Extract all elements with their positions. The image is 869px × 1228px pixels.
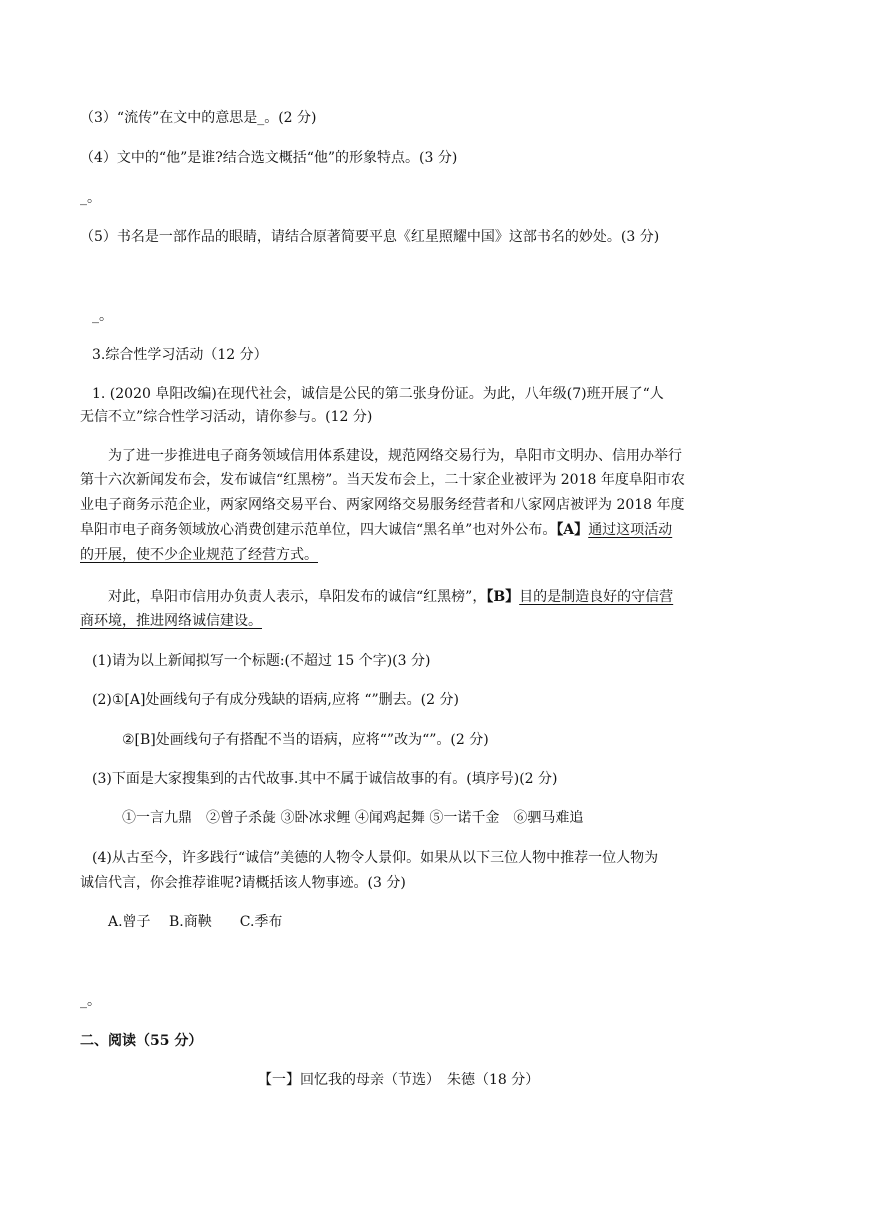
question-2-5-answer: _。: [92, 308, 113, 324]
question-3-intro-line-1: 1. (2020 阜阳改编)在现代社会，诚信是公民的第二张身份证。为此，八年级(7)班开展了“人: [92, 386, 664, 402]
news-paragraph-1-line-5: [80, 545, 318, 565]
question-2-5: （5）书名是一部作品的眼睛，请结合原著简要平息《红星照耀中国》这部书名的妙处。(3 分): [80, 229, 660, 245]
news-paragraph-2-line-1-text: 对此，阜阳市信用办负责人表示，阜阳发布的诚信“红黑榜”，: [108, 589, 487, 605]
underlined-sentence-a-start: 通过这项活动: [588, 522, 673, 538]
news-paragraph-1-line-2: 第十六次新闻发布会，发布诚信“红黑榜”。当天发布会上，二十家企业被评为 2018 年度阜阳市农: [80, 472, 685, 488]
sub-question-2a: (2)①[A]处画线句子有成分残缺的语病,应将 “”删去。(2 分): [92, 692, 459, 708]
news-paragraph-2-line-1: [108, 587, 673, 607]
sub-question-4-options: A.曾子 B.商鞅 C.季布: [108, 914, 283, 930]
question-3-intro-line-2: 无信不立”综合性学习活动，请你参与。(12 分): [80, 409, 373, 425]
question-3-heading: 3.综合性学习活动（12 分）: [92, 347, 268, 363]
reading-1-title: 【一】回忆我的母亲（节选） 朱德（18 分）: [258, 1072, 540, 1088]
news-paragraph-1-line-3: 业电子商务示范企业，两家网络交易平台、两家网络交易服务经营者和八家网店被评为 2018 年度: [80, 497, 685, 513]
question-2-3: （3）“流传”在文中的意思是_。(2 分): [80, 110, 317, 126]
sub-question-3: (3)下面是大家搜集到的古代故事.其中不属于诚信故事的有。(填序号)(2 分): [92, 771, 558, 787]
news-paragraph-1-line-4: [80, 520, 672, 540]
question-2-4-answer: _。: [80, 190, 101, 206]
sub-question-3-options: ①一言九鼎 ②曾子杀彘 ③卧冰求鲤 ④闻鸡起舞 ⑤一诺千金 ⑥驷马难追: [122, 810, 584, 826]
sub-question-2b: ②[B]处画线句子有搭配不当的语病，应将“”改为“”。(2 分): [122, 732, 489, 748]
section-2-heading: 二、阅读（55 分）: [80, 1033, 203, 1049]
underlined-sentence-b-start: 目的是制造良好的守信营: [519, 589, 674, 605]
sub-question-4-line-1: (4)从古至今，许多践行“诚信”美德的人物令人景仰。如果从以下三位人物中推荐一位人物为: [92, 850, 659, 866]
sub-question-1: (1)请为以上新闻拟写一个标题:(不超过 15 个字)(3 分): [92, 653, 431, 669]
marker-b: 【B】: [486, 589, 520, 605]
question-2-4: （4）文中的“他”是谁?结合选文概括“他”的形象特点。(3 分): [80, 150, 458, 166]
news-paragraph-1-line-4-text: 阜阳市电子商务领域放心消费创建示范单位，四大诚信“黑名单”也对外公布。: [80, 522, 557, 538]
news-paragraph-1-line-1: 为了进一步推进电子商务领域信用体系建设，规范网络交易行为，阜阳市文明办、信用办举行: [108, 448, 682, 464]
news-paragraph-2-line-2: [80, 611, 262, 631]
sub-question-4-line-2: 诚信代言，你会推荐谁呢?请概括该人物事迹。(3 分): [80, 875, 406, 891]
underlined-sentence-b-end: 商环境，推进网络诚信建设。: [80, 613, 262, 629]
underlined-sentence-a-end: 的开展，使不少企业规范了经营方式。: [80, 547, 318, 563]
sub-question-4-answer: _。: [80, 993, 101, 1009]
marker-a: 【A】: [556, 522, 589, 538]
